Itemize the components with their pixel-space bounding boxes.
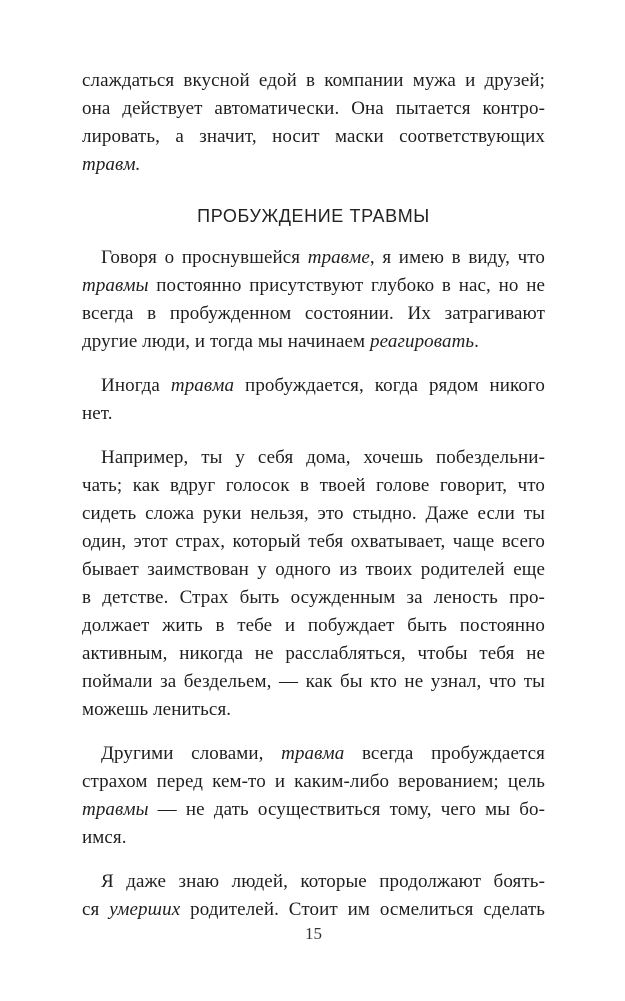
italic-term: травмы [82, 275, 149, 296]
text-line: можешь лениться. [82, 699, 232, 720]
text-span: . [474, 331, 480, 352]
text-line: страхом перед кем-то и каким-либо верованием; цель [82, 771, 545, 792]
italic-term: травма [281, 743, 345, 764]
page-number: 15 [305, 924, 322, 943]
text-line [82, 246, 545, 270]
section-heading: ПРОБУЖДЕНИЕ ТРАВМЫ [197, 206, 430, 226]
italic-term: травме [307, 247, 370, 268]
text-line: она действует автоматически. Она пытается контро- [82, 98, 545, 119]
text-line [82, 742, 545, 766]
text-line: бывает заимствован у одного из твоих родителей еще [82, 559, 545, 580]
text-line: лировать, а значит, носит маски соответствующих [82, 126, 545, 147]
italic-term: травма [170, 375, 235, 396]
text-line: чать; как вдруг голосок в твоей голове говорит, что [82, 475, 545, 496]
text-line: Я даже знаю людей, которые продолжают боять- [101, 871, 545, 892]
text-span: ся [82, 899, 110, 920]
italic-term: травмы [82, 799, 149, 820]
text-line [82, 374, 545, 398]
text-line: поймали за бездельем, — как бы кто не узнал, что ты [82, 671, 545, 692]
text-line: сидеть сложа руки нельзя, это стыдно. Даже если ты [82, 503, 545, 524]
text-line: Например, ты у себя дома, хочешь побездельни- [101, 447, 545, 468]
text-span: Другими словами, [101, 743, 282, 764]
text-span: Говоря о проснувшейся [101, 247, 308, 268]
italic-term: реагировать [369, 331, 475, 352]
text-span: постоянно присутствуют глубоко в нас, но не [148, 275, 545, 296]
text-line [82, 330, 545, 354]
text-line [82, 798, 545, 822]
text-line: активным, никогда не расслабляться, чтобы тебя не [82, 643, 545, 664]
text-span: — не дать осуществиться тому, чего мы бо- [148, 799, 545, 820]
italic-term: умерших [109, 899, 181, 920]
text-line: имся. [82, 827, 127, 848]
text-span: пробуждается, когда рядом никого [234, 375, 545, 396]
text-line: всегда в пробужденном состоянии. Их затрагивают [82, 303, 545, 324]
italic-term: травм. [82, 154, 141, 175]
text-line: нет. [82, 403, 113, 424]
text-span: , я имею в виду, что [369, 247, 545, 268]
text-span: всегда пробуждается [344, 743, 546, 764]
text-span: другие люди, и тогда мы начинаем [82, 331, 370, 352]
text-line [82, 274, 545, 298]
text-line [82, 898, 545, 922]
text-line: слаждаться вкусной едой в компании мужа и друзей; [82, 70, 545, 91]
text-span: родителей. Стоит им осмелиться сделать [180, 899, 545, 920]
text-line: в детстве. Страх быть осужденным за леность про- [82, 587, 545, 608]
text-line [82, 153, 545, 177]
text-line: один, этот страх, который тебя охватывает, чаще всего [82, 531, 545, 552]
text-span: Иногда [101, 375, 171, 396]
text-line: должает жить в тебе и побуждает быть постоянно [82, 615, 545, 636]
